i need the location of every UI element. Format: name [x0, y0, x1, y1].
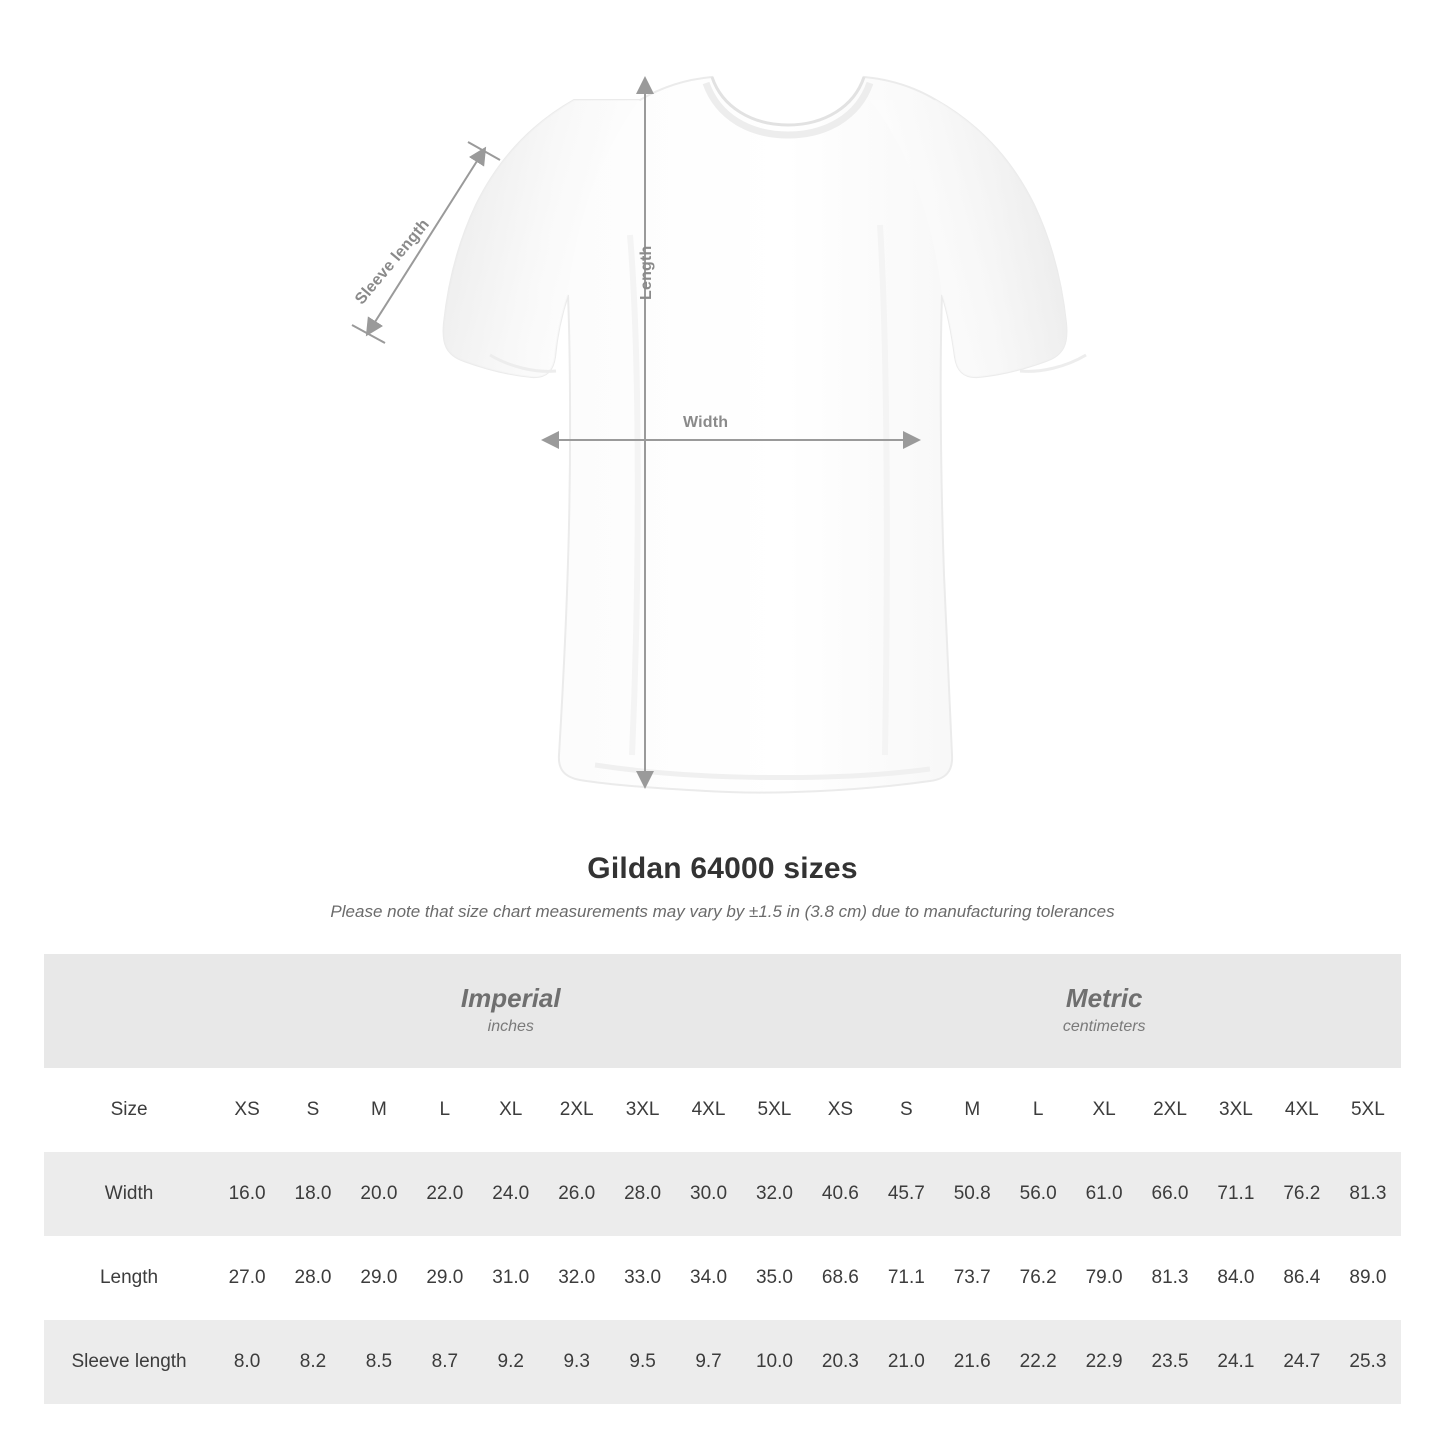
cell-length: 29.0	[346, 1236, 412, 1320]
cell-width: 18.0	[280, 1152, 346, 1236]
unit-name: inches	[487, 1018, 534, 1036]
cell-length: 79.0	[1071, 1236, 1137, 1320]
size-column-header: 4XL	[1269, 1068, 1335, 1152]
cell-width: 24.0	[478, 1152, 544, 1236]
cell-sleeve-length: 9.5	[610, 1320, 676, 1404]
cell-length: 34.0	[676, 1236, 742, 1320]
cell-length: 32.0	[544, 1236, 610, 1320]
cell-width: 61.0	[1071, 1152, 1137, 1236]
size-column-header: S	[280, 1068, 346, 1152]
cell-sleeve-length: 24.7	[1269, 1320, 1335, 1404]
size-column-header: 3XL	[1203, 1068, 1269, 1152]
cell-sleeve-length: 24.1	[1203, 1320, 1269, 1404]
size-column-header: M	[939, 1068, 1005, 1152]
cell-width: 71.1	[1203, 1152, 1269, 1236]
cell-sleeve-length: 21.6	[939, 1320, 1005, 1404]
cell-length: 33.0	[610, 1236, 676, 1320]
cell-length: 84.0	[1203, 1236, 1269, 1320]
length-dimension-label: Length	[638, 245, 655, 300]
cell-length: 31.0	[478, 1236, 544, 1320]
size-column-header: L	[412, 1068, 478, 1152]
size-table-wrap	[44, 954, 1401, 1404]
size-column-header: S	[873, 1068, 939, 1152]
unit-header-spacer	[44, 954, 214, 1068]
size-column-header: 2XL	[544, 1068, 610, 1152]
cell-width: 66.0	[1137, 1152, 1203, 1236]
cell-length: 29.0	[412, 1236, 478, 1320]
cell-sleeve-length: 8.7	[412, 1320, 478, 1404]
cell-width: 50.8	[939, 1152, 1005, 1236]
cell-sleeve-length: 25.3	[1335, 1320, 1401, 1404]
unit-system-name: Imperial	[460, 982, 561, 1013]
row-header-sleeve-length: Sleeve length	[44, 1320, 214, 1404]
cell-width: 76.2	[1269, 1152, 1335, 1236]
cell-width: 22.0	[412, 1152, 478, 1236]
unit-name: centimeters	[1062, 1018, 1146, 1036]
size-column-header: 4XL	[676, 1068, 742, 1152]
cell-length: 68.6	[807, 1236, 873, 1320]
table-row	[44, 1320, 1401, 1404]
cell-sleeve-length: 9.3	[544, 1320, 610, 1404]
unit-system-header-row	[44, 954, 1401, 1068]
size-column-header: L	[1005, 1068, 1071, 1152]
cell-length: 86.4	[1269, 1236, 1335, 1320]
cell-sleeve-length: 21.0	[873, 1320, 939, 1404]
size-column-header: M	[346, 1068, 412, 1152]
row-header-width: Width	[44, 1152, 214, 1236]
size-column-header: 5XL	[741, 1068, 807, 1152]
cell-width: 30.0	[676, 1152, 742, 1236]
cell-width: 26.0	[544, 1152, 610, 1236]
unit-group-imperial	[214, 954, 807, 1068]
cell-width: 45.7	[873, 1152, 939, 1236]
cell-width: 32.0	[741, 1152, 807, 1236]
cell-length: 89.0	[1335, 1236, 1401, 1320]
cell-width: 56.0	[1005, 1152, 1071, 1236]
size-column-header: 5XL	[1335, 1068, 1401, 1152]
cell-length: 76.2	[1005, 1236, 1071, 1320]
size-column-header: 2XL	[1137, 1068, 1203, 1152]
cell-width: 20.0	[346, 1152, 412, 1236]
table-row	[44, 1236, 1401, 1320]
unit-group-metric	[807, 954, 1401, 1068]
row-header-length: Length	[44, 1236, 214, 1320]
width-dimension-label: Width	[683, 414, 729, 431]
cell-width: 16.0	[214, 1152, 280, 1236]
cell-sleeve-length: 20.3	[807, 1320, 873, 1404]
size-column-header: XL	[1071, 1068, 1137, 1152]
size-header-row	[44, 1068, 1401, 1152]
size-column-header: XS	[214, 1068, 280, 1152]
cell-length: 81.3	[1137, 1236, 1203, 1320]
cell-sleeve-length: 8.5	[346, 1320, 412, 1404]
cell-sleeve-length: 22.2	[1005, 1320, 1071, 1404]
unit-system-name: Metric	[1065, 982, 1143, 1013]
cell-sleeve-length: 9.2	[478, 1320, 544, 1404]
cell-sleeve-length: 9.7	[676, 1320, 742, 1404]
cell-length: 28.0	[280, 1236, 346, 1320]
cell-width: 28.0	[610, 1152, 676, 1236]
size-column-header: 3XL	[610, 1068, 676, 1152]
cell-sleeve-length: 23.5	[1137, 1320, 1203, 1404]
chart-title: Gildan 64000 sizes	[587, 852, 858, 885]
size-column-header: XL	[478, 1068, 544, 1152]
cell-width: 40.6	[807, 1152, 873, 1236]
size-table	[44, 954, 1401, 1404]
cell-sleeve-length: 8.0	[214, 1320, 280, 1404]
cell-sleeve-length: 10.0	[741, 1320, 807, 1404]
cell-sleeve-length: 22.9	[1071, 1320, 1137, 1404]
tolerance-note: Please note that size chart measurements may vary by ±1.5 in (3.8 cm) due to manufacturing tolerances	[330, 902, 1115, 921]
row-header-size: Size	[44, 1068, 214, 1152]
cell-length: 27.0	[214, 1236, 280, 1320]
cell-length: 73.7	[939, 1236, 1005, 1320]
cell-sleeve-length: 8.2	[280, 1320, 346, 1404]
sleeve-length-dimension-label: Sleeve length	[352, 215, 433, 308]
cell-length: 71.1	[873, 1236, 939, 1320]
size-column-header: XS	[807, 1068, 873, 1152]
cell-length: 35.0	[741, 1236, 807, 1320]
table-row	[44, 1152, 1401, 1236]
cell-width: 81.3	[1335, 1152, 1401, 1236]
